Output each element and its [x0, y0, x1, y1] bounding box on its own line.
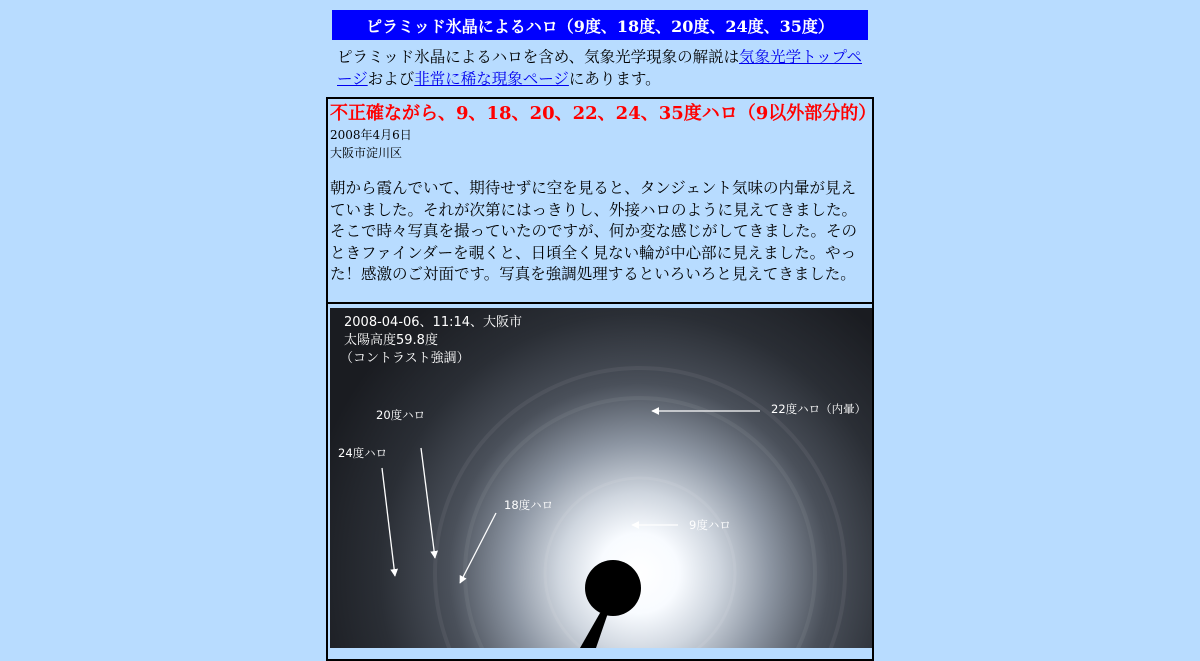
label-20deg-halo: 20度ハロ: [376, 408, 426, 422]
rare-phenomena-link[interactable]: 非常に稀な現象ページ: [414, 70, 569, 88]
photo-caption-note: （コントラスト強調）: [340, 351, 470, 366]
entry-date: 2008年4月6日: [330, 128, 412, 142]
photo-caption-datetime: 2008-04-06、11:14、大阪市: [344, 315, 523, 330]
entry-title: 不正確ながら、9、18、20、22、24、35度ハロ（9以外部分的）: [330, 103, 877, 124]
observation-entry: [328, 99, 877, 304]
intro-paragraph: [337, 46, 867, 90]
label-18deg-halo: 18度ハロ: [504, 498, 554, 512]
halo-ring-18: [465, 398, 815, 648]
observation-table: [326, 97, 877, 661]
arrow-20deg: [421, 448, 435, 558]
label-24deg-halo: 24度ハロ: [338, 446, 388, 460]
halo-photo: [330, 308, 872, 648]
entry-body: 朝から霞んでいて、期待せずに空を見ると、タンジェント気味の内暈が見えていました。それが次第にはっきりし、外接ハロのように見えてきました。そこで時々写真を撮っていたのですが、何か変な感じがしてきました。そのときファインダーを覗くと、日頃全く見ない輪が中心部に見えました。やった！感激のご対面です。写真を強調処理するといろいろと見えてきました。: [330, 179, 858, 283]
photo-caption-altitude: 太陽高度59.8度: [344, 333, 438, 348]
halo-ring-9: [545, 478, 735, 648]
sun-occluder: [585, 560, 641, 616]
intro-text-before: ピラミッド氷晶によるハロを含め、気象光学現象の解説は: [337, 48, 740, 66]
label-9deg-halo: 9度ハロ: [689, 518, 731, 532]
occluder-stick: [580, 613, 608, 648]
label-22deg-halo: 22度ハロ（内暈）: [771, 402, 867, 416]
entry-location: 大阪市淀川区: [330, 146, 403, 160]
arrow-24deg: [382, 468, 395, 576]
intro-text-after: にあります。: [568, 70, 661, 88]
intro-text-middle: および: [367, 70, 415, 88]
halo-photo-overlay: [330, 308, 872, 648]
optics-top-link[interactable]: 気象光学トップページ: [337, 48, 862, 88]
page-title: ピラミッド氷晶によるハロ（9度、18度、20度、24度、35度）: [332, 10, 868, 40]
